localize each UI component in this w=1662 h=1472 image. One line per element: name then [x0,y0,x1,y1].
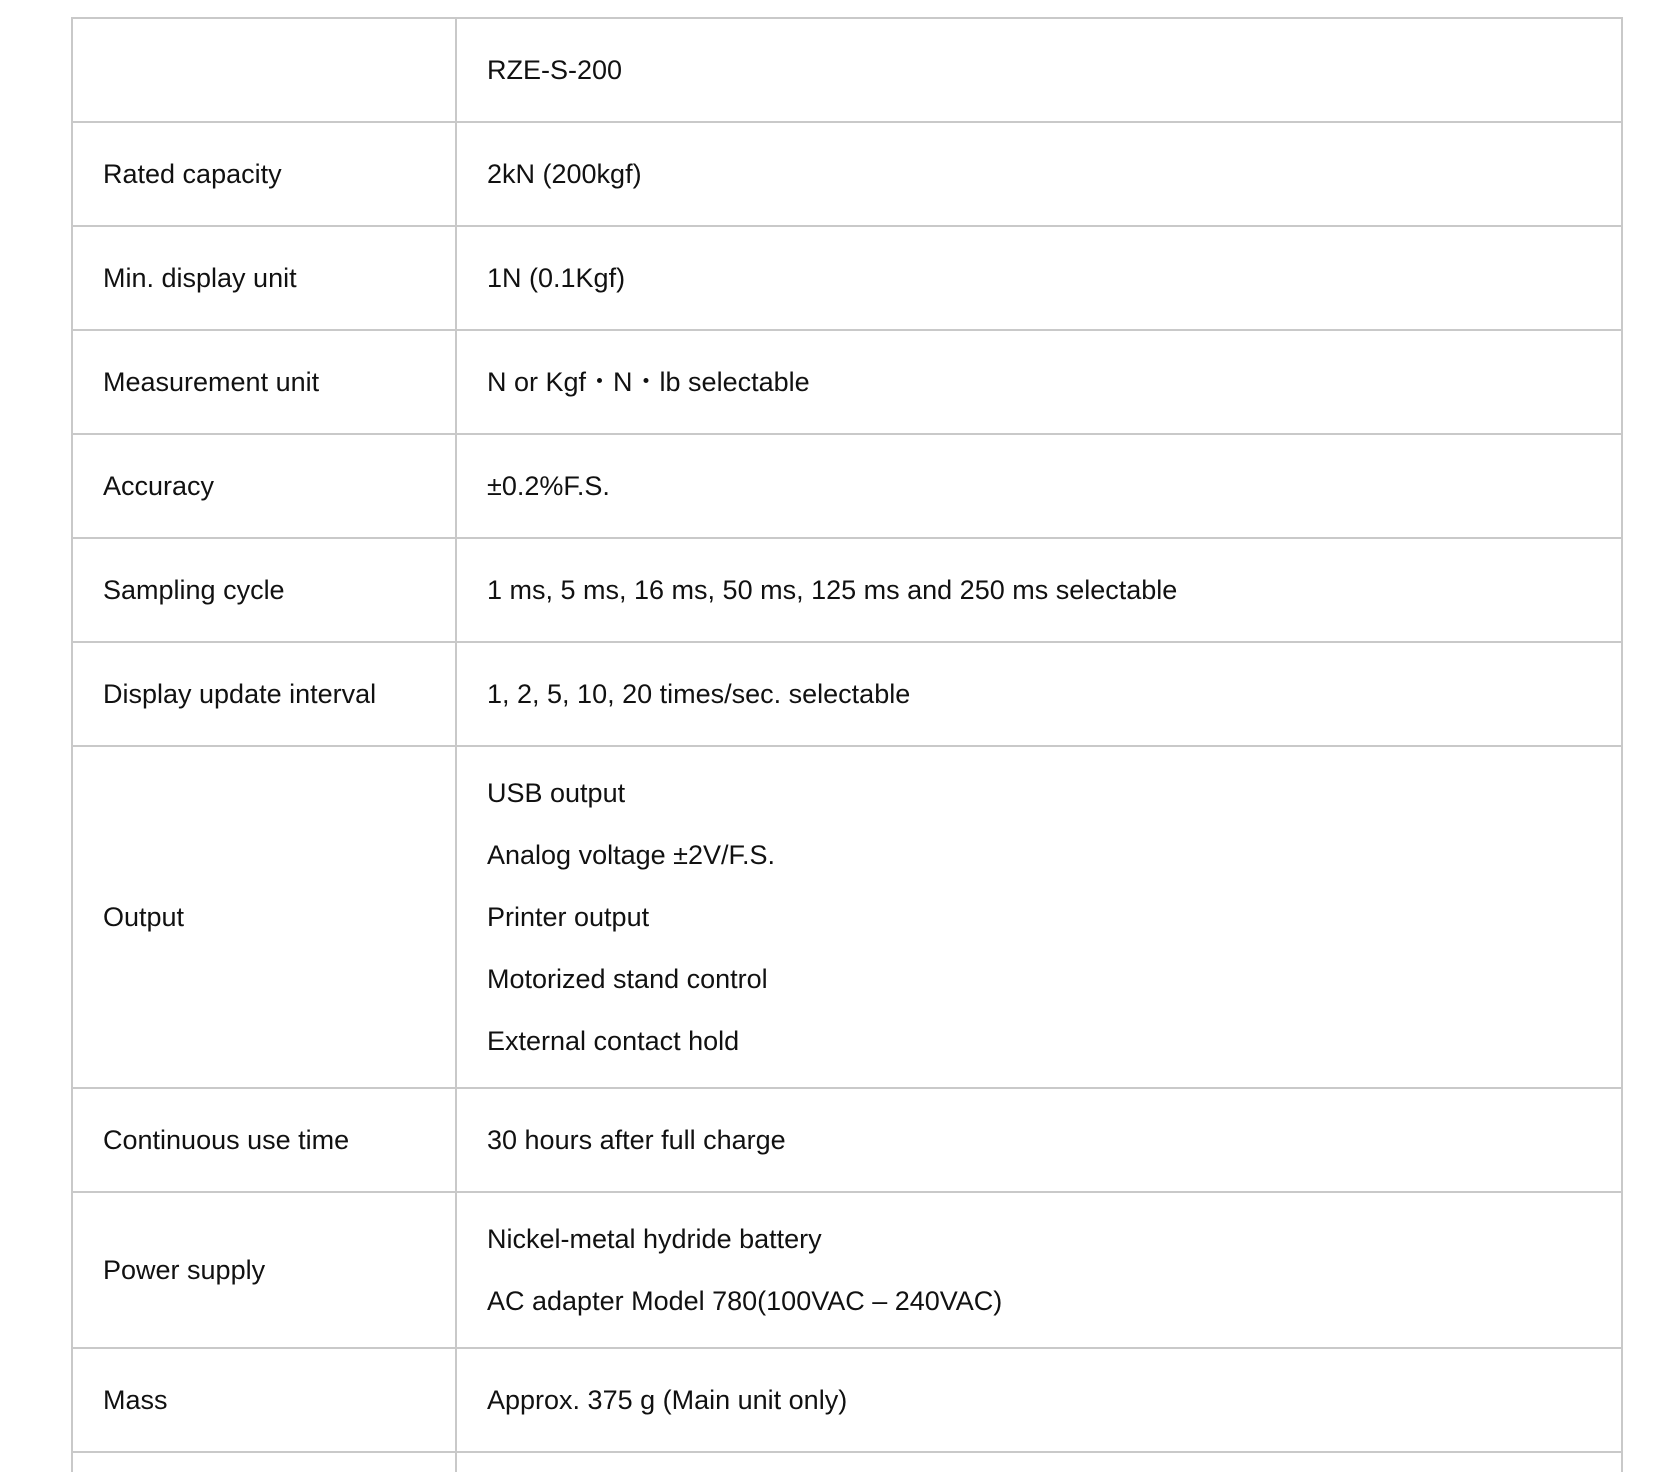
spec-value [456,1192,1622,1348]
table-header-row [72,18,1622,122]
table-row [72,330,1622,434]
spec-value-line: Analog voltage ±2V/F.S. [487,840,775,870]
spec-table-body [72,18,1622,1472]
spec-value-line: 1 ms, 5 ms, 16 ms, 50 ms, 125 ms and 250 ms selectable [487,575,1178,605]
table-row [72,642,1622,746]
spec-label: Sampling cycle [72,538,456,642]
spec-label: Measurement unit [72,330,456,434]
spec-value-line: 1, 2, 5, 10, 20 times/sec. selectable [487,679,911,709]
table-row-partial [72,1452,1622,1472]
spec-value [456,226,1622,330]
spec-value [456,122,1622,226]
spec-label: Output [72,746,456,1088]
spec-value-line: 2kN (200kgf) [487,159,642,189]
spec-value [456,1348,1622,1452]
spec-value [456,538,1622,642]
spec-value-line: 1N (0.1Kgf) [487,263,626,293]
spec-label: Accuracy [72,434,456,538]
model-name-cell: RZE-S-200 [456,18,1622,122]
spec-value [456,642,1622,746]
table-row [72,538,1622,642]
table-row [72,434,1622,538]
spec-value [456,1088,1622,1192]
spec-value-line: Approx. 375 g (Main unit only) [487,1385,848,1415]
spec-value [456,330,1622,434]
table-row [72,1348,1622,1452]
table-row [72,746,1622,1088]
spec-value-line: Motorized stand control [487,964,768,994]
spec-value-line: 30 hours after full charge [487,1125,786,1155]
spec-value [456,434,1622,538]
table-row [72,1192,1622,1348]
spec-label: Mass [72,1348,456,1452]
spec-label: Rated capacity [72,122,456,226]
spec-value-line: AC adapter Model 780(100VAC – 240VAC) [487,1286,1003,1316]
table-row [72,226,1622,330]
empty-cell [72,1452,456,1472]
spec-value [456,746,1622,1088]
spec-label: Continuous use time [72,1088,456,1192]
spec-value-line: Printer output [487,902,650,932]
spec-value-line: ±0.2%F.S. [487,471,610,501]
header-label-cell [72,18,456,122]
spec-value-line: Nickel-metal hydride battery [487,1224,822,1254]
table-row [72,122,1622,226]
table-row [72,1088,1622,1192]
spec-label: Power supply [72,1192,456,1348]
spec-label: Min. display unit [72,226,456,330]
spec-label: Display update interval [72,642,456,746]
spec-table [71,17,1623,1472]
spec-value-line: N or Kgf・N・lb selectable [487,367,810,397]
empty-cell [456,1452,1622,1472]
spec-value-line: USB output [487,778,626,808]
spec-value-line: External contact hold [487,1026,740,1056]
